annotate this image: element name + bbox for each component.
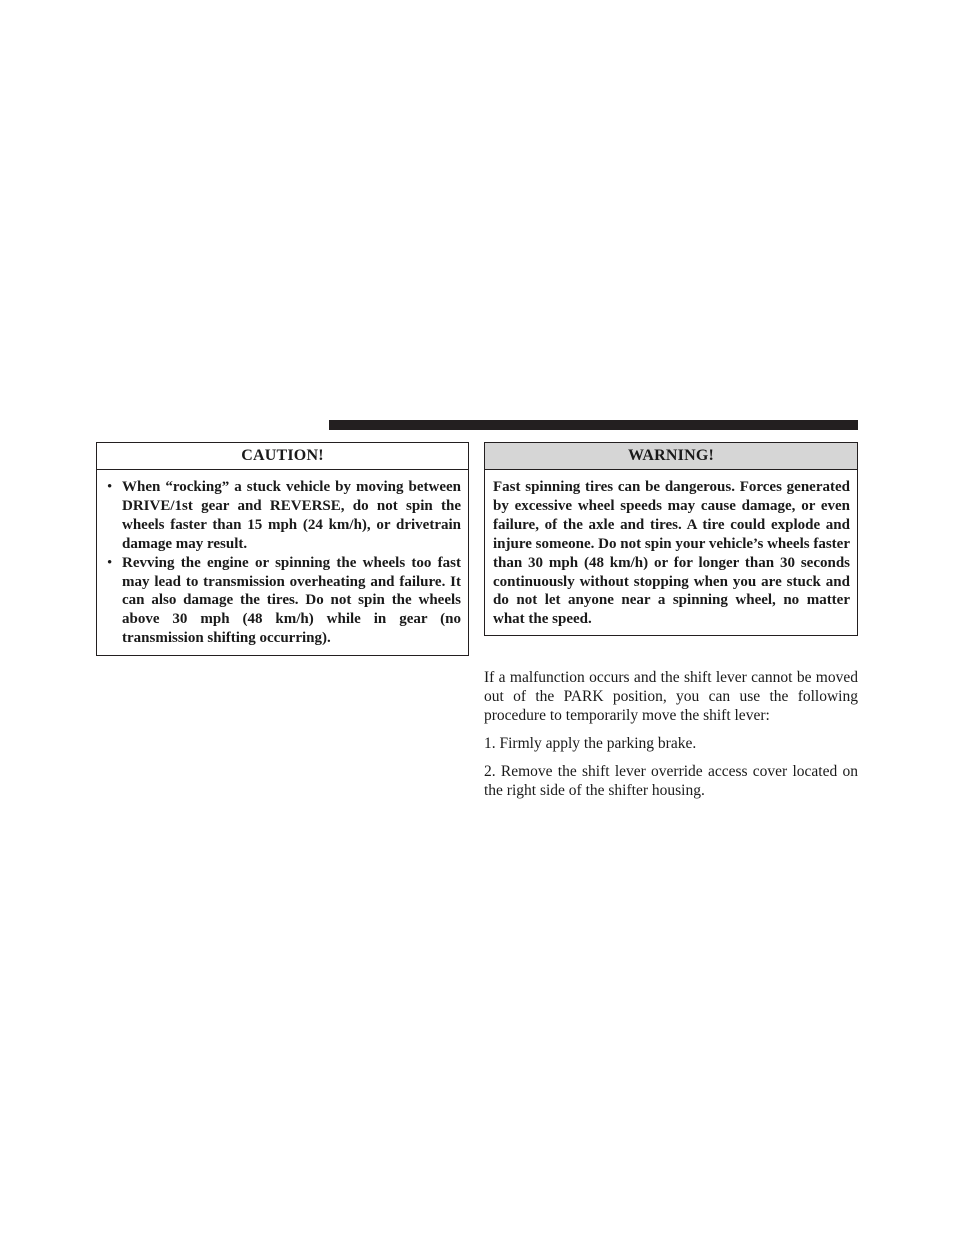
caution-box (96, 442, 469, 656)
section-header-bar (329, 420, 858, 430)
bullet-icon: • (107, 479, 113, 495)
caution-item (107, 478, 461, 554)
warning-text: Fast spinning tires can be dangerous. Forces generated by excessive wheel speeds may cause damage, or even failure, of the axle and tires. A tire could explode and injure someone. Do not spin your vehicle’s wheels faster than 30 mph (48 km/h) or for longer than 30 seconds continuously without stopping when you are stuck and do not let anyone near a spinning wheel, no matter what the speed. (493, 479, 850, 628)
caution-title: CAUTION! (97, 443, 468, 470)
warning-title: WARNING! (485, 443, 857, 470)
step-1: 1. Firmly apply the parking brake. (484, 735, 697, 752)
warning-box (484, 442, 858, 636)
bullet-icon: • (107, 554, 113, 571)
intro-paragraph: If a malfunction occurs and the shift lever cannot be moved out of the PARK position, you can use the following procedure to temporarily move the shift lever: (484, 669, 858, 724)
caution-item-text: When “rocking” a stuck vehicle by moving between DRIVE/1st gear and REVERSE, do not spin the wheels faster than 15 mph (24 km/h), or drivetrain damage may result. (122, 479, 461, 552)
caution-item-text: Revving the engine or spinning the wheels too fast may lead to transmission overheating and failure. It can also damage the tires. Do not spin the wheels above 30 mph (48 km/h) while in gear (no transmission shifting occurring). (122, 554, 461, 647)
step-2: 2. Remove the shift lever override access cover located on the right side of the shifter housing. (484, 763, 858, 799)
caution-list (97, 470, 468, 648)
caution-item (107, 554, 461, 649)
